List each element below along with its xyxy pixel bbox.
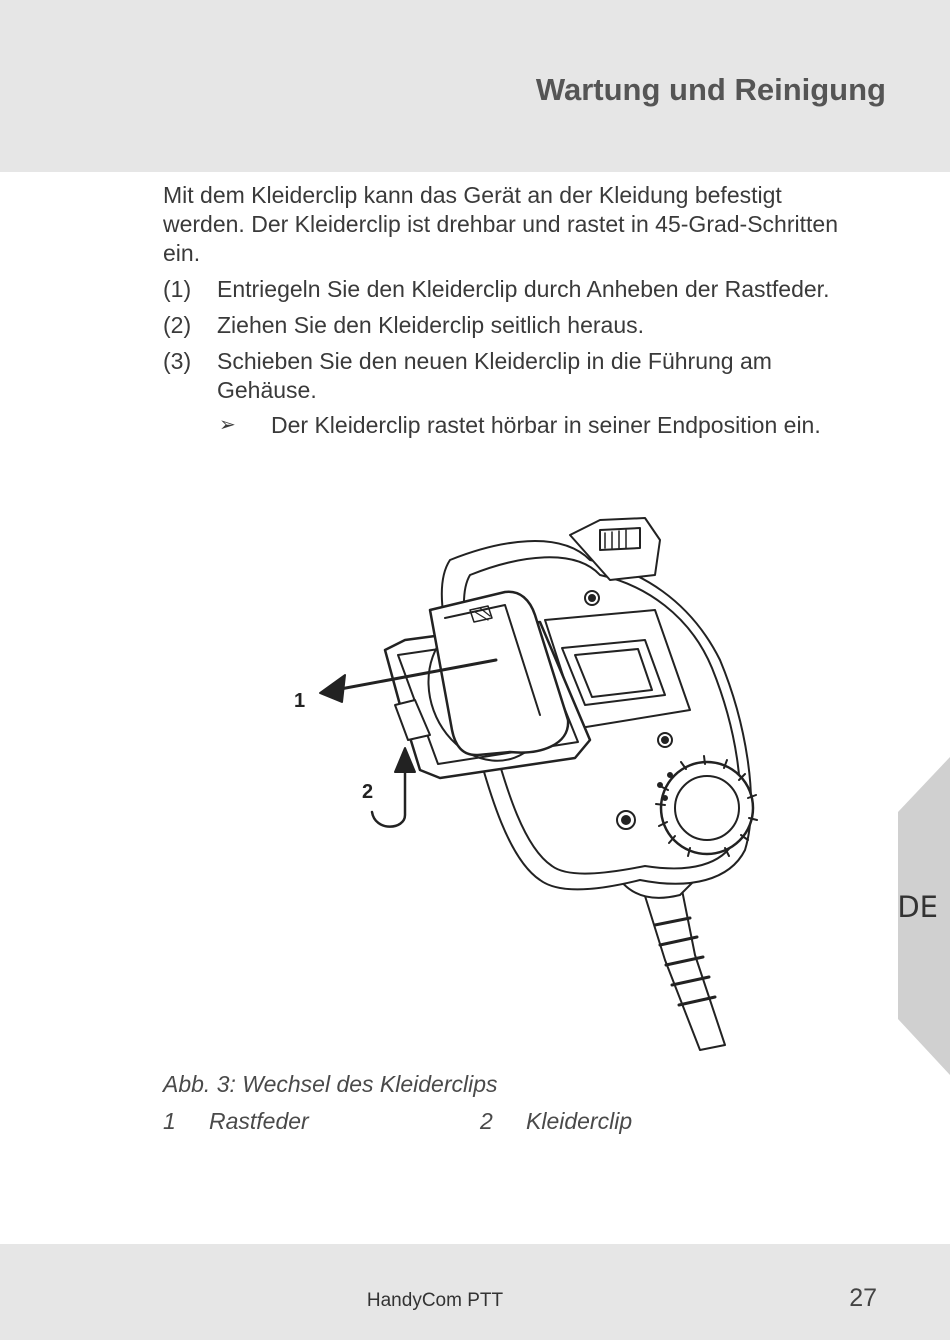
lift-arrow-icon bbox=[372, 748, 415, 827]
footer-product-name: HandyCom PTT bbox=[366, 1290, 504, 1311]
step-text: Ziehen Sie den Kleiderclip seitlich heraus. bbox=[217, 312, 645, 338]
step-number: (2) bbox=[163, 312, 192, 338]
body-content bbox=[163, 181, 863, 440]
page-number: 27 bbox=[849, 1284, 877, 1312]
step-text: Schieben Sie den neuen Kleiderclip in die Führung am Gehäuse. bbox=[217, 348, 772, 403]
step-item bbox=[163, 311, 863, 340]
legend-label: Kleiderclip bbox=[526, 1108, 633, 1134]
result-item bbox=[163, 411, 863, 440]
legend-label: Rastfeder bbox=[209, 1108, 309, 1134]
step-text: Entriegeln Sie den Kleiderclip durch Anheben der Rastfeder. bbox=[217, 276, 830, 302]
step-number: (3) bbox=[163, 348, 192, 374]
callout-2: 2 bbox=[362, 781, 374, 803]
legend-item bbox=[163, 1108, 309, 1135]
step-item bbox=[163, 275, 863, 304]
figure-caption: Abb. 3: Wechsel des Kleiderclips bbox=[163, 1071, 498, 1097]
legend-number: 1 bbox=[163, 1108, 176, 1134]
section-title: Wartung und Reinigung bbox=[535, 72, 886, 107]
device-illustration bbox=[280, 515, 780, 1060]
result-text: Der Kleiderclip rastet hörbar in seiner Endposition ein. bbox=[271, 412, 821, 438]
intro-paragraph: Mit dem Kleiderclip kann das Gerät an der Kleidung befestigt werden. Der Kleiderclip ist drehbar und rastet in 45-Grad-Schritten ein. bbox=[163, 182, 838, 266]
step-number: (1) bbox=[163, 276, 192, 302]
language-tab-label: DE bbox=[897, 890, 938, 924]
cable-illustration bbox=[620, 880, 725, 1050]
legend-item bbox=[480, 1108, 632, 1135]
result-arrow-icon: ➢ bbox=[219, 414, 236, 436]
callout-1: 1 bbox=[294, 690, 306, 712]
step-item bbox=[163, 347, 863, 405]
legend-number: 2 bbox=[480, 1108, 493, 1134]
